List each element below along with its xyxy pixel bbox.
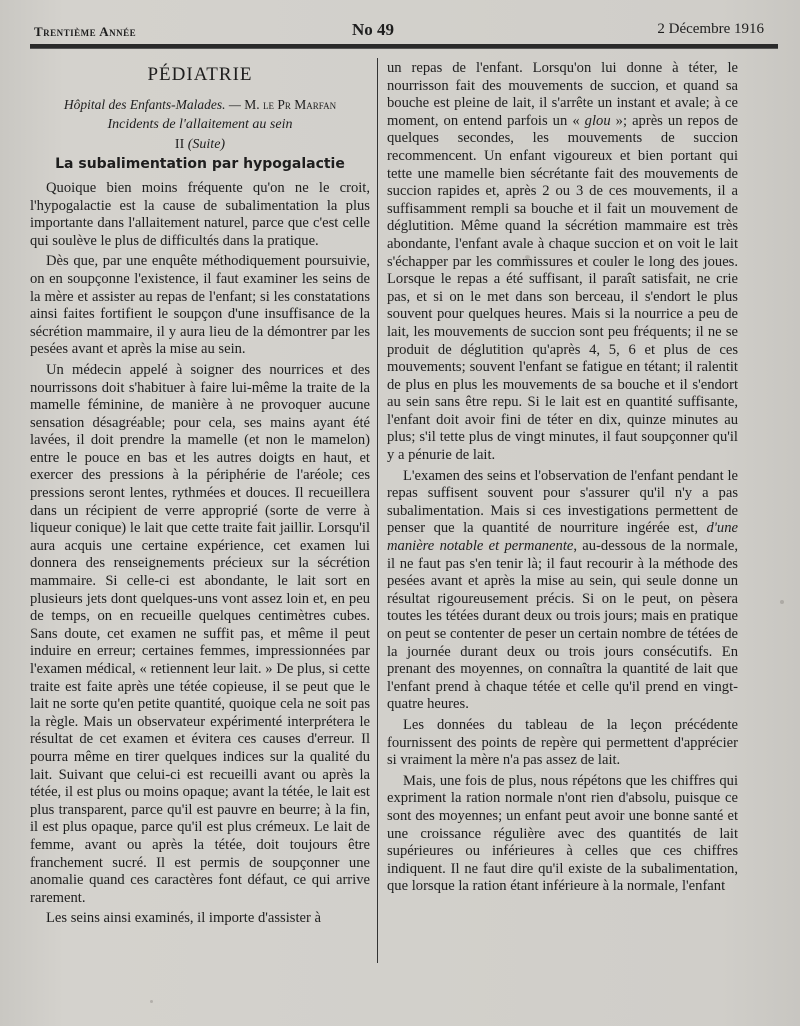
paragraph: Un médecin appelé à soigner des nourrices et des nourrissons doit s'habituer à faire lui-même la traite de la mamelle féminine, de manière à ne provoquer aucune sensation désagréable; pour cela, ses mains ayant été lavées, il doit prendre la mamelle (et non le mamelon) entre le pouce en bas et les autres doigts en haut, et exercer des pressions à la périphérie de l'aréole; ces pressions seront lentes, rythmées et douces. Il recueillera dans un récipient de verre approprié (sorte de verre à liqueur conique) le lait que cette traite fait jaillir. Lorsqu'il aura acquis une certaine expérience, cet examen lui donnera des renseignements précieux sur la sécrétion mammaire. Si celle-ci est abondante, le lait sort en plusieurs jets dont quelques-uns vont assez loin et, en peu de temps, on en recueille quelques centimètres cubes. Sans doute, cet examen ne suffit pas, et même il peut induire en erreur; certaines femmes, impressionnées par l'examen médical, « retiennent leur lait. » De plus, si cette traite est faite après une tétée copieuse, il se peut que le lait ne sorte qu'en petite quantité, quoique cela ne soit pas la règle. Mais un observateur expérimenté interprétera le résultat de cet examen et évitera ces causes d'erreur. Il pourra même en tirer quelques indices sur la qualité du lait. Suivant que celui-ci est recueilli avant ou après la tétée, il est plus ou moins opaque; avant la tétée, le lait est plus transparent, parce qu'il est pauvre en beurre; à la fin, il est plus opaque, parce qu'il est plus crémeux. Le lait de femme, avant ou après la tétée, doit toujours être franchement sucré. Il est permis de soupçonner une anomalie quand ces caractères font défaut, ce qui arrive rarement. <box>30 361 370 906</box>
part-label <box>30 136 370 154</box>
page-header <box>34 20 776 42</box>
author-name: M. le Pr Marfan <box>244 96 337 112</box>
right-column <box>387 60 738 899</box>
hospital-name: Hôpital des Enfants-Malades. — <box>63 96 245 112</box>
part-number: II <box>174 136 188 152</box>
article-heading: La subalimentation par hypogalactie <box>55 156 345 173</box>
paragraph: Mais, une fois de plus, nous répétons que les chiffres qui expriment la ration normale n'ont rien d'absolu, puisque ce sont des moyennes; un enfant peut avoir une bonne santé et une croissance régulière avec des quantités de lait supérieures ou inférieures à celles que ces chiffres indiquent. Il ne faut dire qu'il existe de la subalimentation, que lorsque la ration étant inférieure à la normale, l'enfant <box>387 772 738 895</box>
section-title: PÉDIATRIE <box>147 64 253 85</box>
article-subtitle: Incidents de l'allaitement au sein <box>107 117 293 133</box>
text-span: L'examen des seins et l'observation de l'enfant pendant le repas suffisent souvent pour s'assurer qu'il n'y a pas subalimentation. Mais si ces investigations permettent de penser que la quantité de nourriture ingérée est, <box>387 467 738 537</box>
part-suite: (Suite) <box>187 136 226 152</box>
paper-spot <box>150 1000 153 1003</box>
paragraph <box>387 468 738 714</box>
text-emphasis: d'une manière notable et permanente <box>387 520 738 555</box>
text-span: un repas de l'enfant. Lorsqu'on lui donne à téter, le nourrisson fait des mouvements de succion, et quand sa bouche est pleine de lait, il s'arrête un instant et avale; à ce moment, on entend parfois un « <box>387 60 738 129</box>
text-span: »; après un repos de quelques secondes, les mouvements de succion recommencent. Un enfant vigoureux et bien portant qui tette une mamelle bien sécrétante fait des mouvements de succion rapides et, après 2 ou 3 de ces mouvements, il a suffisamment rempli sa bouche et il fait un mouvement de déglutition. Même quand la sécrétion mammaire est très abondante, l'enfant avale à chaque succion et on voit le lait s'échapper par les commissures et couler le long des joues. Lorsque le repas a été suffisant, il paraît satisfait, ne crie pas, et si on le met dans son berceau, il s'endort le plus souvent pour quelques heures. Mais si la nourrice a peu de lait, les mouvements de succion sont peu fréquents; il ne se produit de déglutition qu'après 4, 5, 6 et plus de ces mouvements; souvent l'enfant se fatigue en tétant; il ralentit de plus en plus les mouvements de sa bouche et il s'endort au sein sans être repu. Si le lait est en quantité suffisante, l'enfant doit avoir fini de téter en dix, quinze minutes au plus; s'il tette plus de vingt minutes, il faut soupçonner qu'il y a pénurie de lait. <box>387 112 738 464</box>
header-year: Trentième Année <box>34 24 137 39</box>
left-column <box>30 60 370 931</box>
text-span: , au-dessous de la normale, il ne faut pas s'en tenir là; il faut recourir à la méthode des pesées avant et après la mise au sein, qui seule donne un résultat rigoureusement précis. Si on le peut, on pèsera toutes les tétées durant deux ou trois jours; mais en pratique on peut se contenter de peser un certain nombre de tétées de la journée durant deux ou trois jours consécutifs. En prenant des moyennes, on connaîtra la quantité de lait que l'enfant prend à chaque tétée et celle qu'il prend en vingt-quatre heures. <box>387 538 738 713</box>
paragraph: Les seins ainsi examinés, il importe d'assister à <box>46 910 321 927</box>
column-divider <box>377 58 378 963</box>
header-issue-number: No 49 <box>352 20 395 39</box>
paragraph: Quoique bien moins fréquente qu'on ne le croit, l'hypogalactie est la cause de subalimentation la plus importante dans l'allaitement naturel, parce que c'est celle qui soulève le plus de difficultés dans la pratique. <box>30 179 370 249</box>
text-emphasis: glou <box>584 112 611 129</box>
header-rule <box>30 44 778 49</box>
hospital-line <box>30 96 370 114</box>
header-date: 2 Décembre 1916 <box>657 21 764 37</box>
paragraph: Les données du tableau de la leçon précédente fournissent des points de repère qui permettent d'apprécier si vraiment la mère n'a pas assez de lait. <box>387 716 738 769</box>
paper-spot <box>780 600 784 604</box>
paper-spot <box>525 255 530 259</box>
paragraph: Dès que, par une enquête méthodiquement poursuivie, on en soupçonne l'existence, il faut examiner les seins de la mère et assister au repas de l'enfant; si les constatations ainsi faites fortifient le soupçon d'une insuffisance de la sécrétion mammaire, il y aura lieu de la démontrer par les pesées avant et après la mise au sein. <box>30 253 370 358</box>
paragraph <box>387 60 738 465</box>
